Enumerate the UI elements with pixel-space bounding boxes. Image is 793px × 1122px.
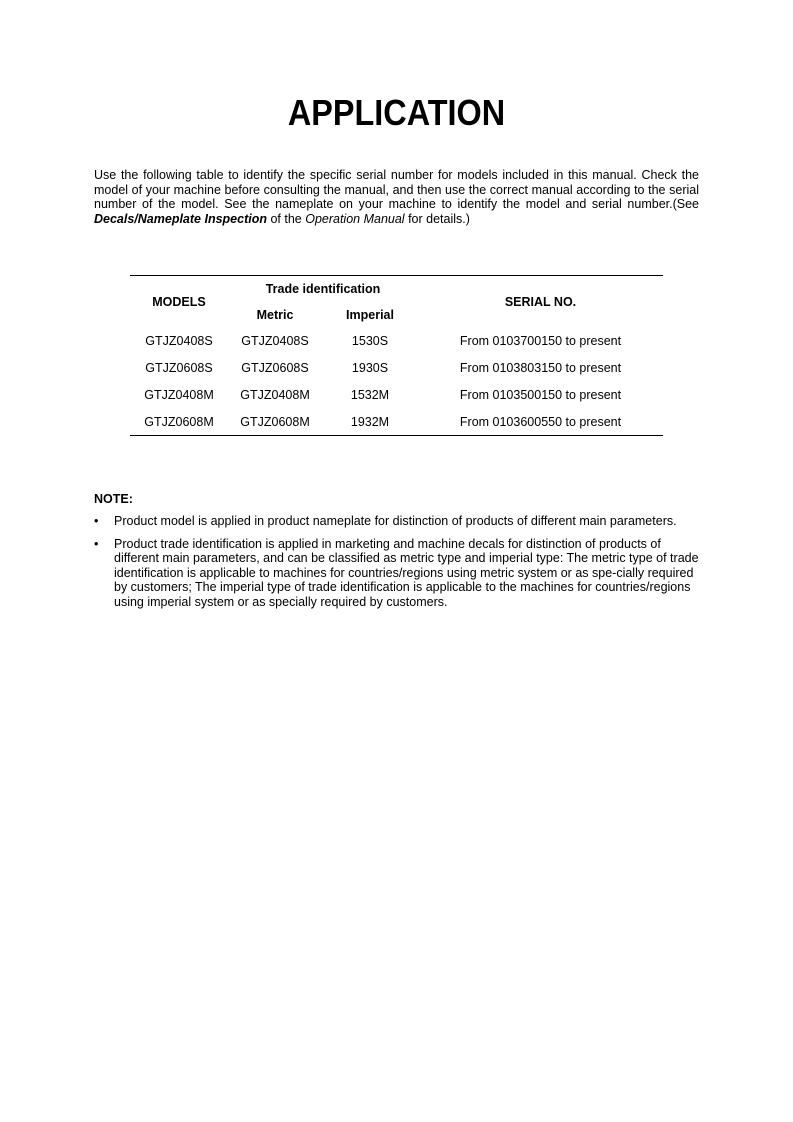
cell-metric: GTJZ0608S (241, 360, 309, 375)
header-serial: SERIAL NO. (504, 294, 577, 309)
bullet: • (94, 514, 99, 528)
cell-imperial: 1532M (350, 387, 390, 402)
cell-model: GTJZ0408S (145, 333, 213, 348)
table-row (130, 327, 663, 354)
note-title: NOTE: (94, 492, 133, 506)
intro-text-1: Use the following table to identify the specific serial number for models included in this manual. Check the model of your machine before consulting the manual, and then use the correct manual according to the serial number of the model. See the nameplate on your machine to identify the model and serial number.(See (94, 168, 699, 211)
header-imperial: Imperial (346, 307, 394, 322)
header-trade-identification: Trade identification (265, 282, 381, 296)
cell-serial: From 0103803150 to present (459, 360, 622, 375)
cell-serial: From 0103600550 to present (459, 414, 622, 429)
list-item (94, 514, 700, 529)
application-table (130, 275, 663, 436)
cell-metric: GTJZ0608M (240, 414, 310, 429)
cell-model: GTJZ0608S (145, 360, 213, 375)
note-text: Product trade identification is applied in marketing and machine decals for distinction of products of different main parameters, and can be classified as metric type and imperial type: The metric type of trade identification is applicable to machines for countries/regions using metric system or as spe-cially required by customers; The imperial type of trade identification is applicable to the machines for countries/regions using imperial system or as specially required by customers. (114, 536, 699, 609)
intro-text-3: for details.) (404, 211, 470, 226)
cell-model: GTJZ0408M (144, 387, 214, 402)
intro-ref-manual: Operation Manual (305, 211, 405, 226)
table-header-row (130, 276, 663, 303)
cell-serial: From 0103700150 to present (459, 333, 622, 348)
cell-model: GTJZ0608M (144, 414, 214, 429)
table-row (130, 354, 663, 381)
cell-imperial: 1930S (351, 360, 389, 375)
header-models: MODELS (152, 294, 206, 309)
table-row (130, 408, 663, 436)
cell-imperial: 1932M (350, 414, 390, 429)
cell-metric: GTJZ0408S (241, 333, 309, 348)
bullet: • (94, 536, 99, 551)
cell-serial: From 0103500150 to present (459, 387, 622, 402)
intro-paragraph (94, 168, 699, 226)
note-text: Product model is applied in product nameplate for distinction of products of different main parameters. (114, 514, 677, 528)
cell-metric: GTJZ0408M (240, 387, 310, 402)
cell-imperial: 1530S (351, 333, 389, 348)
page-title: APPLICATION (287, 92, 506, 133)
intro-text-2: of the (266, 211, 306, 226)
table-row (130, 381, 663, 408)
header-metric: Metric (256, 307, 294, 322)
list-item (94, 537, 700, 610)
intro-ref-section: Decals/Nameplate Inspection (94, 211, 267, 226)
note-list (94, 514, 700, 617)
